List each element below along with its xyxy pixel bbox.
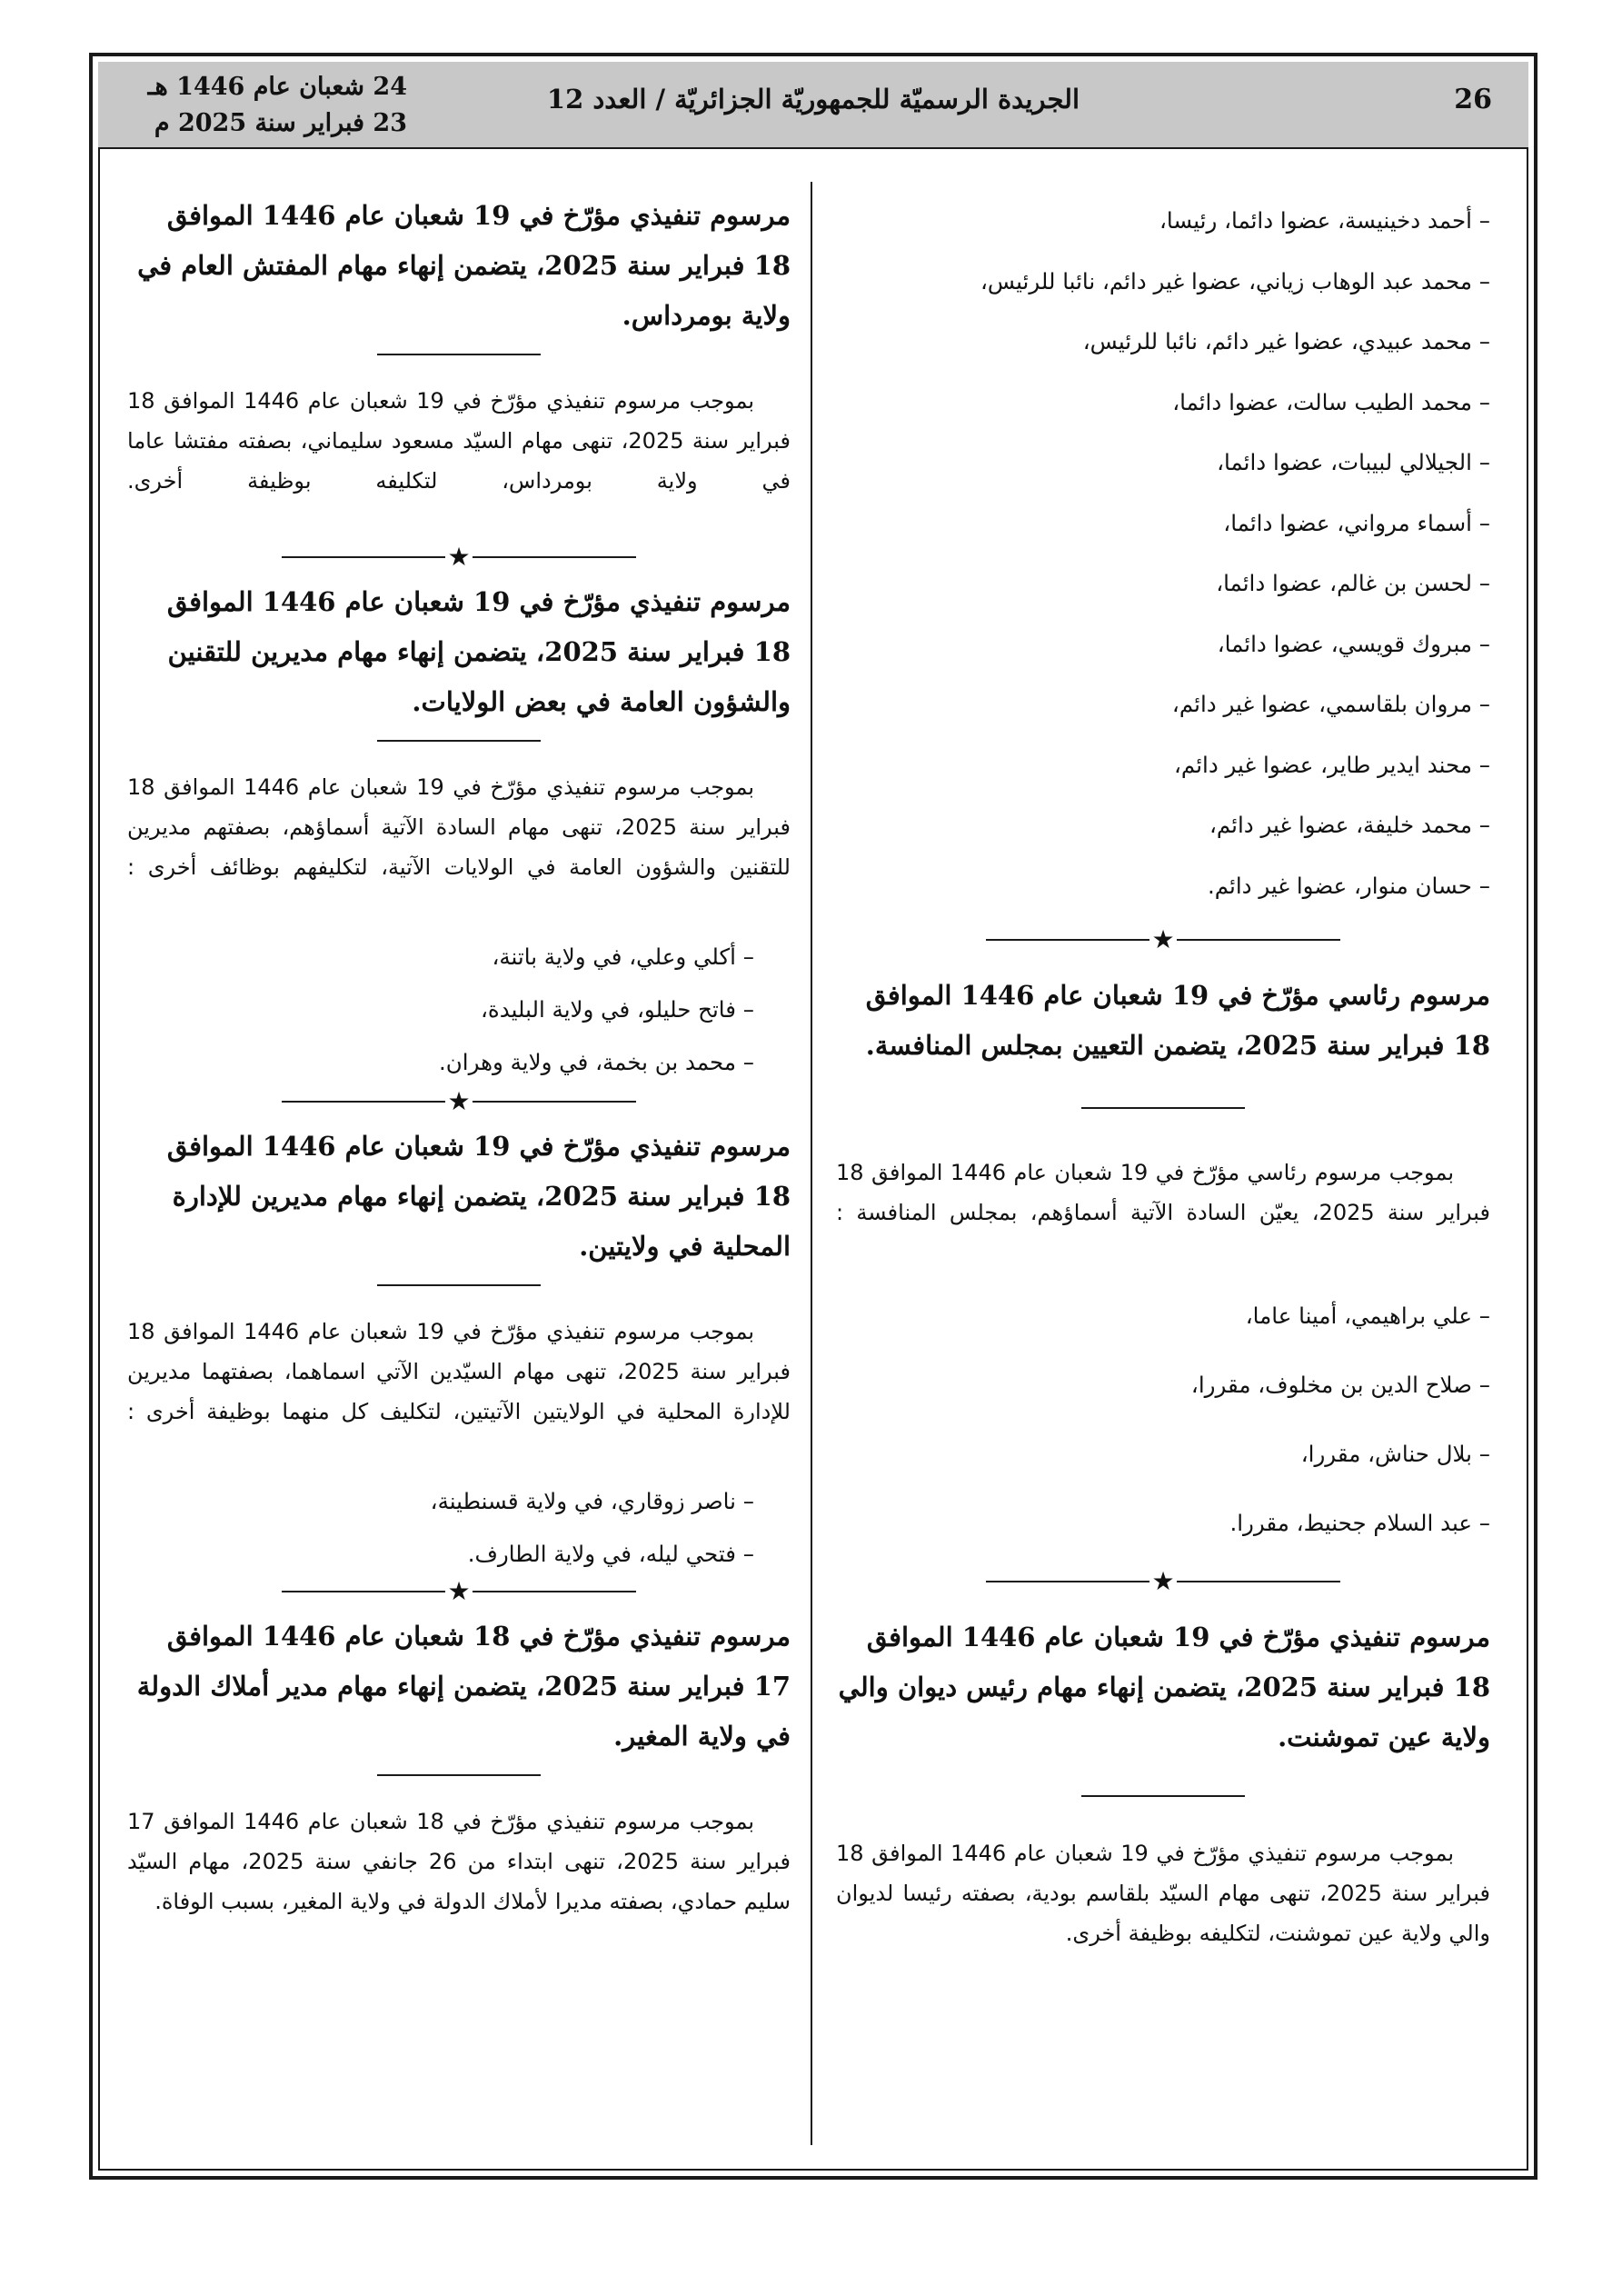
decree-body: بموجب مرسوم تنفيذي مؤرّخ في 19 شعبان عام 1446 الموافق 18 فبراير سنة 2025، تنهى مهام السادة الآتية أسماؤهم، بصفتهم مديرين للتقنين والشؤون العامة في الولايات الآتية، لتكليفهم بوظائف أخرى : — [127, 774, 791, 880]
gregorian-date: 23 فبراير سنة 2025 م — [154, 109, 407, 137]
list-item: – أسماء مرواني، عضوا دائما، — [1223, 509, 1490, 536]
directors-list — [127, 931, 791, 1089]
title-rule — [377, 354, 541, 355]
list-item: – فاتح حليلو، في ولاية البليدة، — [481, 996, 754, 1023]
right-column — [836, 191, 1490, 2145]
list-item: – لحسن بن غالم، عضوا دائما، — [1216, 570, 1490, 596]
decree-title: مرسوم رئاسي مؤرّخ في 19 شعبان عام 1446 الموافق 18 فبراير سنة 2025، يتضمن التعيين بمجلس المنافسة. — [865, 980, 1490, 1061]
page-number: 26 — [1454, 84, 1492, 115]
list-item: – محمد عبد الوهاب زياني، عضوا غير دائم، نائبا للرئيس، — [980, 267, 1490, 294]
column-divider — [811, 182, 812, 2145]
title-rule — [377, 740, 541, 742]
decree-body: بموجب مرسوم رئاسي مؤرّخ في 19 شعبان عام 1446 الموافق 18 فبراير سنة 2025، يعيّن السادة الآتية أسماؤهم، بمجلس المنافسة : — [836, 1160, 1491, 1225]
list-item: – فتحي ليله، في ولاية الطارف. — [467, 1541, 754, 1567]
title-rule — [377, 1774, 541, 1776]
star-icon: ★ — [447, 1576, 471, 1606]
list-item: – بلال حناش، مقررا، — [1300, 1441, 1490, 1467]
journal-title: الجريدة الرسميّة للجمهوريّة الجزائريّة / العدد 12 — [546, 84, 1080, 115]
list-item: – مروان بلقاسمي، عضوا غير دائم، — [1171, 691, 1490, 717]
star-separator — [127, 1086, 791, 1116]
star-icon: ★ — [447, 542, 471, 572]
decree-body: بموجب مرسوم تنفيذي مؤرّخ في 19 شعبان عام 1446 الموافق 18 فبراير سنة 2025، تنهى مهام السيّدين الآتي اسماهما، بصفتهما مديرين للإدارة المحلية في الولايتين الآتيتين، لتكليف كل منهما بوظيفة أخرى : — [127, 1319, 791, 1424]
list-item: – حسان منوار، عضوا غير دائم. — [1207, 872, 1490, 899]
left-column — [127, 191, 791, 2145]
hijri-date: 24 شعبان عام 1446 هـ — [147, 73, 407, 101]
list-item: – أكلي وعلي، في ولاية باتنة، — [492, 943, 754, 970]
appointees-list — [836, 1282, 1490, 1558]
decree-title: مرسوم تنفيذي مؤرّخ في 18 شعبان عام 1446 الموافق 17 فبراير سنة 2025، يتضمن إنهاء مهام مدير أملاك الدولة في ولاية المغير. — [136, 1621, 791, 1752]
star-icon: ★ — [1151, 1566, 1175, 1596]
list-item: – مبروك قويسي، عضوا دائما، — [1217, 630, 1490, 657]
list-item: – محند ايدير طاير، عضوا غير دائم، — [1173, 751, 1490, 778]
list-item: – الجيلالي لبيبات، عضوا دائما، — [1217, 449, 1490, 475]
star-separator — [127, 542, 791, 572]
decree-title: مرسوم تنفيذي مؤرّخ في 19 شعبان عام 1446 الموافق 18 فبراير سنة 2025، يتضمن إنهاء مهام المفتش العام في ولاية بومرداس. — [137, 200, 791, 331]
list-item: – ناصر زوقاري، في ولاية قسنطينة، — [430, 1488, 754, 1514]
star-separator — [836, 1566, 1490, 1596]
title-rule — [377, 1284, 541, 1286]
list-item: – محمد الطيب سالت، عضوا دائما، — [1172, 388, 1490, 415]
decree-body: بموجب مرسوم تنفيذي مؤرّخ في 18 شعبان عام 1446 الموافق 17 فبراير سنة 2025، تنهى ابتداء من 26 جانفي سنة 2025، مهام السيّد سليم حمادي، بصفته مديرا لأملاك الدولة في ولاية المغير، بسبب الوفاة. — [127, 1809, 791, 1914]
star-separator — [127, 1576, 791, 1606]
issue-date — [134, 69, 407, 142]
decree-body: بموجب مرسوم تنفيذي مؤرّخ في 19 شعبان عام 1446 الموافق 18 فبراير سنة 2025، تنهى مهام السيّد مسعود سليماني، بصفته مفتشا عاما في ولاية بومرداس، لتكليفه بوظيفة أخرى. — [127, 388, 791, 494]
list-item: – محمد بن بخمة، في ولاية وهران. — [439, 1049, 754, 1075]
star-icon: ★ — [447, 1086, 471, 1116]
title-rule — [1081, 1107, 1245, 1109]
members-list — [836, 191, 1490, 916]
list-item: – محمد عبيدي، عضوا غير دائم، نائبا للرئيس، — [1082, 328, 1490, 354]
decree-title: مرسوم تنفيذي مؤرّخ في 19 شعبان عام 1446 الموافق 18 فبراير سنة 2025، يتضمن إنهاء مهام مديرين للإدارة المحلية في ولايتين. — [166, 1131, 791, 1262]
page-header — [98, 62, 1528, 149]
list-item: – عبد السلام جحنيط، مقررا. — [1229, 1510, 1490, 1536]
list-item: – أحمد دخينيسة، عضوا دائما، رئيسا، — [1159, 207, 1490, 234]
decree-body: بموجب مرسوم تنفيذي مؤرّخ في 19 شعبان عام 1446 الموافق 18 فبراير سنة 2025، تنهى مهام السيّد بلقاسم بودية، بصفته رئيسا لديوان والي ولاية عين تموشنت، لتكليفه بوظيفة أخرى. — [836, 1841, 1490, 1946]
list-item: – علي براهيمي، أمينا عاما، — [1245, 1303, 1490, 1329]
title-rule — [1081, 1795, 1245, 1797]
decree-title: مرسوم تنفيذي مؤرّخ في 19 شعبان عام 1446 الموافق 18 فبراير سنة 2025، يتضمن إنهاء مهام رئيس ديوان والي ولاية عين تموشنت. — [838, 1622, 1490, 1752]
decree-title: مرسوم تنفيذي مؤرّخ في 19 شعبان عام 1446 الموافق 18 فبراير سنة 2025، يتضمن إنهاء مهام مديرين للتقنين والشؤون العامة في بعض الولايات. — [166, 586, 791, 717]
list-item: – صلاح الدين بن مخلوف، مقررا، — [1190, 1372, 1490, 1398]
star-icon: ★ — [1151, 924, 1175, 954]
directors-list — [127, 1475, 791, 1581]
star-separator — [836, 924, 1490, 954]
list-item: – محمد خليفة، عضوا غير دائم، — [1209, 812, 1490, 838]
